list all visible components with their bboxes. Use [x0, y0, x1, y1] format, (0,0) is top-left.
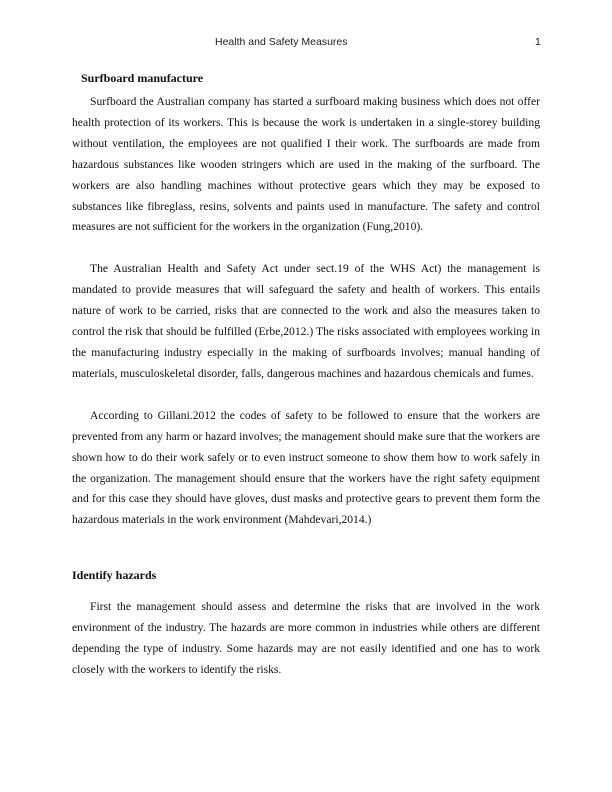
paragraph: The Australian Health and Safety Act under sect.19 of the WHS Act) the management is mandated to provide measures that will safeguard the safety and health of workers. This entails nature of work to be carried, risks that are connected to the work and also the measures taken to control the risk that should be fulfilled (Erbe,2012.) The risks associated with employees working in the manufacturing industry especially in the making of surfboards involves; manual handing of materials, musculoskeletal disorder, falls, dangerous machines and hazardous chemicals and fumes. [72, 262, 540, 380]
page-number: 1 [535, 36, 541, 48]
page-header [0, 36, 612, 52]
paragraph: According to Gillani.2012 the codes of safety to be followed to ensure that the workers are prevented from any harm or hazard involves; the management should make sure that the workers are shown how to do their work safely or to even instruct someone to show them how to work safely in the organization. The management should ensure that the workers have the right safety equipment and for this case they should have gloves, dust masks and protective gears to prevent them form the hazardous materials in the work environment (Mahdevari,2014.) [72, 408, 540, 527]
paragraph: Surfboard the Australian company has started a surfboard making business which does not offer health protection of its workers. This is because the work is undertaken in a single-storey building without ventilation, the employees are not qualified I their work. The surfboards are made from hazardous substances like wooden stringers which are used in the making of the surfboard. The workers are also handling machines without protective gears which they may be exposed to substances like fibreglass, resins, solvents and paints used in manufacture. The safety and control measures are not sufficient for the workers in the organization (Fung,2010). [72, 95, 540, 234]
document-body [72, 68, 540, 681]
paragraph: First the management should assess and determine the risks that are involved in the work environment of the industry. The hazards are more common in industries while others are different depending the type of industry. Some hazards may are not easily identified and one has to work closely with the workers to identify the risks. [72, 600, 540, 676]
section-heading-surfboard-manufacture: Surfboard manufacture [81, 71, 204, 85]
section-heading-identify-hazards: Identify hazards [72, 568, 157, 583]
header-title: Health and Safety Measures [215, 36, 348, 48]
